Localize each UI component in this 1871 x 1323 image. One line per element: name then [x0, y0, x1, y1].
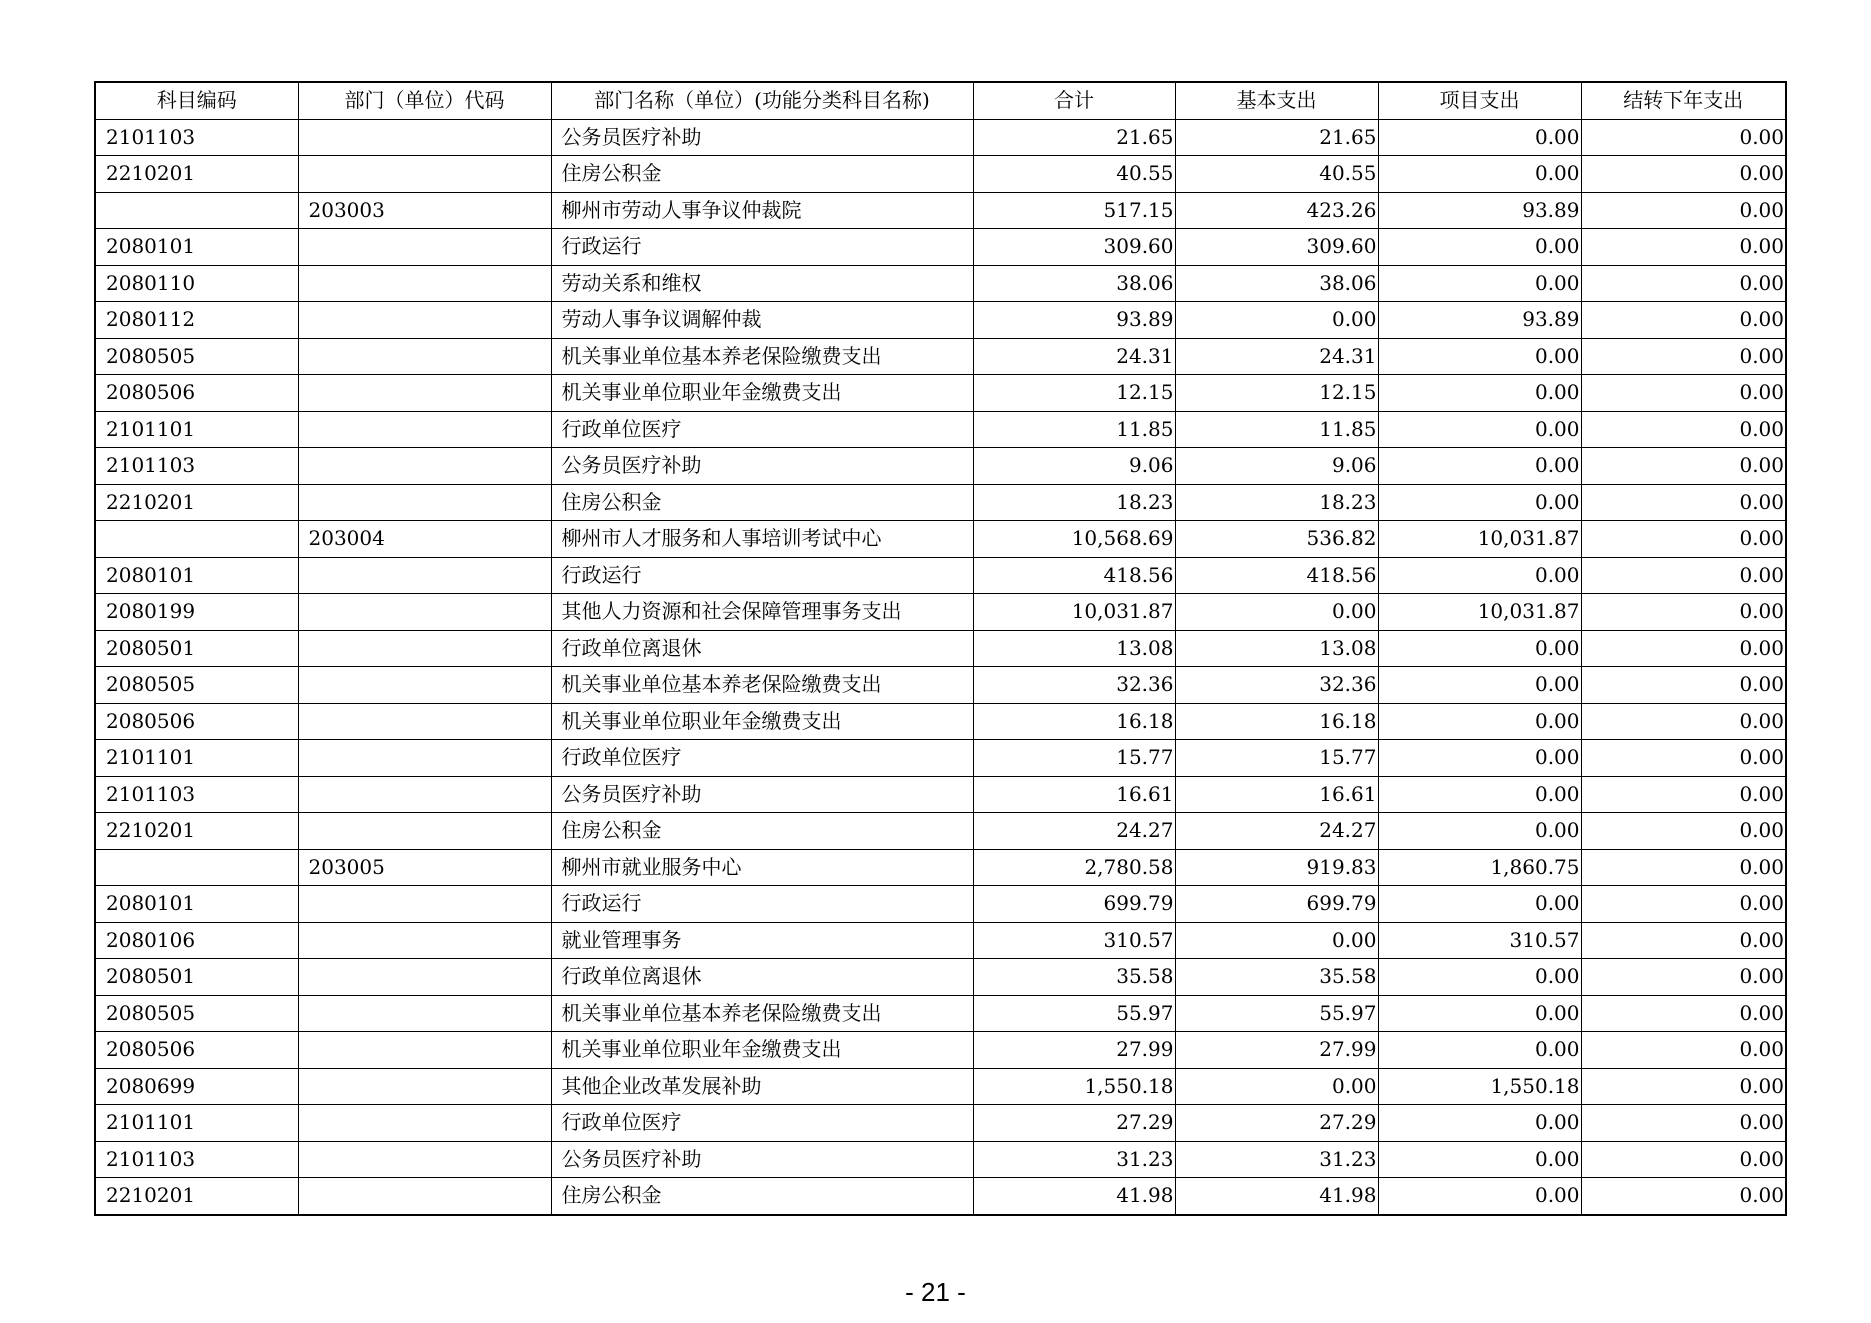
table-row: [95, 740, 1786, 777]
cell-carryover-expense: 0.00: [1581, 156, 1786, 193]
cell-subject-code: 2080101: [95, 229, 298, 266]
cell-basic-expense: 27.99: [1175, 1032, 1378, 1069]
cell-total: 18.23: [973, 484, 1175, 521]
cell-project-expense: 0.00: [1378, 1141, 1581, 1178]
cell-project-expense: 0.00: [1378, 375, 1581, 412]
cell-dept-code: [298, 338, 551, 375]
cell-total: 10,568.69: [973, 521, 1175, 558]
cell-project-expense: 0.00: [1378, 484, 1581, 521]
cell-dept-name: 机关事业单位基本养老保险缴费支出: [551, 667, 973, 704]
cell-dept-name: 行政单位医疗: [551, 1105, 973, 1142]
cell-dept-code: [298, 813, 551, 850]
cell-basic-expense: 24.31: [1175, 338, 1378, 375]
cell-dept-code: [298, 776, 551, 813]
cell-dept-code: [298, 119, 551, 156]
cell-carryover-expense: 0.00: [1581, 375, 1786, 412]
table-row: [95, 375, 1786, 412]
table-row: [95, 886, 1786, 923]
cell-carryover-expense: 0.00: [1581, 1068, 1786, 1105]
table-row: [95, 630, 1786, 667]
cell-subject-code: 2080110: [95, 265, 298, 302]
cell-basic-expense: 55.97: [1175, 995, 1378, 1032]
cell-total: 13.08: [973, 630, 1175, 667]
cell-dept-code: [298, 703, 551, 740]
table-row: [95, 959, 1786, 996]
cell-project-expense: 93.89: [1378, 302, 1581, 339]
cell-project-expense: 0.00: [1378, 1032, 1581, 1069]
cell-basic-expense: 11.85: [1175, 411, 1378, 448]
cell-dept-code: [298, 667, 551, 704]
cell-subject-code: 2210201: [95, 1178, 298, 1215]
header-total: 合计: [973, 82, 1175, 119]
cell-dept-code: [298, 1068, 551, 1105]
cell-dept-code: [298, 557, 551, 594]
table-row: [95, 411, 1786, 448]
cell-total: 41.98: [973, 1178, 1175, 1215]
cell-project-expense: 0.00: [1378, 630, 1581, 667]
cell-dept-name: 就业管理事务: [551, 922, 973, 959]
cell-subject-code: 2080101: [95, 557, 298, 594]
table-body: [95, 119, 1786, 1215]
cell-project-expense: 0.00: [1378, 338, 1581, 375]
cell-dept-name: 住房公积金: [551, 1178, 973, 1215]
cell-dept-code: [298, 156, 551, 193]
cell-total: 24.27: [973, 813, 1175, 850]
cell-basic-expense: 0.00: [1175, 594, 1378, 631]
cell-subject-code: 2210201: [95, 484, 298, 521]
cell-project-expense: 0.00: [1378, 995, 1581, 1032]
header-row: [95, 82, 1786, 119]
cell-carryover-expense: 0.00: [1581, 886, 1786, 923]
cell-total: 27.99: [973, 1032, 1175, 1069]
cell-dept-name: 住房公积金: [551, 484, 973, 521]
cell-carryover-expense: 0.00: [1581, 1105, 1786, 1142]
header-dept-name: 部门名称（单位）(功能分类科目名称): [551, 82, 973, 119]
cell-basic-expense: 35.58: [1175, 959, 1378, 996]
cell-subject-code: 2080199: [95, 594, 298, 631]
cell-carryover-expense: 0.00: [1581, 995, 1786, 1032]
cell-dept-name: 机关事业单位职业年金缴费支出: [551, 375, 973, 412]
cell-project-expense: 0.00: [1378, 886, 1581, 923]
cell-dept-code: [298, 959, 551, 996]
cell-total: 93.89: [973, 302, 1175, 339]
table-row: [95, 229, 1786, 266]
cell-basic-expense: 40.55: [1175, 156, 1378, 193]
cell-project-expense: 0.00: [1378, 667, 1581, 704]
cell-total: 12.15: [973, 375, 1175, 412]
cell-dept-name: 劳动人事争议调解仲裁: [551, 302, 973, 339]
table-row: [95, 302, 1786, 339]
cell-project-expense: 0.00: [1378, 229, 1581, 266]
table-row: [95, 1105, 1786, 1142]
table-row: [95, 667, 1786, 704]
cell-project-expense: 0.00: [1378, 1105, 1581, 1142]
cell-project-expense: 0.00: [1378, 265, 1581, 302]
header-basic-expense: 基本支出: [1175, 82, 1378, 119]
cell-project-expense: 10,031.87: [1378, 521, 1581, 558]
table-row: [95, 521, 1786, 558]
cell-total: 32.36: [973, 667, 1175, 704]
table-row: [95, 338, 1786, 375]
cell-carryover-expense: 0.00: [1581, 1178, 1786, 1215]
cell-project-expense: 0.00: [1378, 156, 1581, 193]
cell-subject-code: 2101101: [95, 740, 298, 777]
cell-subject-code: [95, 521, 298, 558]
cell-total: 1,550.18: [973, 1068, 1175, 1105]
cell-subject-code: 2080506: [95, 703, 298, 740]
cell-dept-code: [298, 448, 551, 485]
cell-total: 10,031.87: [973, 594, 1175, 631]
cell-basic-expense: 0.00: [1175, 1068, 1378, 1105]
cell-dept-name: 柳州市劳动人事争议仲裁院: [551, 192, 973, 229]
cell-dept-name: 行政单位医疗: [551, 740, 973, 777]
cell-basic-expense: 27.29: [1175, 1105, 1378, 1142]
cell-project-expense: 0.00: [1378, 119, 1581, 156]
cell-carryover-expense: 0.00: [1581, 557, 1786, 594]
cell-dept-code: 203004: [298, 521, 551, 558]
cell-subject-code: 2210201: [95, 156, 298, 193]
cell-project-expense: 0.00: [1378, 959, 1581, 996]
cell-total: 16.61: [973, 776, 1175, 813]
cell-dept-name: 公务员医疗补助: [551, 1141, 973, 1178]
cell-dept-code: [298, 484, 551, 521]
cell-subject-code: 2080699: [95, 1068, 298, 1105]
cell-carryover-expense: 0.00: [1581, 411, 1786, 448]
cell-basic-expense: 536.82: [1175, 521, 1378, 558]
cell-total: 21.65: [973, 119, 1175, 156]
cell-dept-name: 其他企业改革发展补助: [551, 1068, 973, 1105]
cell-basic-expense: 699.79: [1175, 886, 1378, 923]
cell-subject-code: [95, 192, 298, 229]
cell-subject-code: 2080501: [95, 630, 298, 667]
cell-basic-expense: 38.06: [1175, 265, 1378, 302]
cell-subject-code: 2101103: [95, 448, 298, 485]
cell-subject-code: 2101103: [95, 1141, 298, 1178]
table-row: [95, 1178, 1786, 1215]
cell-total: 517.15: [973, 192, 1175, 229]
cell-carryover-expense: 0.00: [1581, 265, 1786, 302]
cell-total: 27.29: [973, 1105, 1175, 1142]
cell-basic-expense: 423.26: [1175, 192, 1378, 229]
cell-basic-expense: 13.08: [1175, 630, 1378, 667]
cell-subject-code: 2080505: [95, 995, 298, 1032]
cell-dept-name: 其他人力资源和社会保障管理事务支出: [551, 594, 973, 631]
table-row: [95, 849, 1786, 886]
cell-carryover-expense: 0.00: [1581, 922, 1786, 959]
table-row: [95, 1032, 1786, 1069]
cell-dept-code: [298, 1032, 551, 1069]
cell-carryover-expense: 0.00: [1581, 192, 1786, 229]
cell-carryover-expense: 0.00: [1581, 667, 1786, 704]
cell-subject-code: 2080506: [95, 375, 298, 412]
cell-project-expense: 0.00: [1378, 740, 1581, 777]
cell-total: 55.97: [973, 995, 1175, 1032]
cell-subject-code: 2080505: [95, 667, 298, 704]
cell-basic-expense: 31.23: [1175, 1141, 1378, 1178]
cell-carryover-expense: 0.00: [1581, 776, 1786, 813]
cell-dept-name: 行政单位离退休: [551, 959, 973, 996]
cell-dept-name: 行政单位离退休: [551, 630, 973, 667]
cell-carryover-expense: 0.00: [1581, 302, 1786, 339]
cell-dept-name: 住房公积金: [551, 813, 973, 850]
cell-dept-code: [298, 995, 551, 1032]
cell-dept-code: [298, 302, 551, 339]
cell-carryover-expense: 0.00: [1581, 1032, 1786, 1069]
cell-project-expense: 0.00: [1378, 1178, 1581, 1215]
table-row: [95, 776, 1786, 813]
cell-subject-code: 2080101: [95, 886, 298, 923]
cell-project-expense: 310.57: [1378, 922, 1581, 959]
cell-carryover-expense: 0.00: [1581, 849, 1786, 886]
cell-dept-name: 行政单位医疗: [551, 411, 973, 448]
cell-dept-name: 住房公积金: [551, 156, 973, 193]
header-project-expense: 项目支出: [1378, 82, 1581, 119]
cell-basic-expense: 32.36: [1175, 667, 1378, 704]
table-row: [95, 995, 1786, 1032]
cell-dept-name: 柳州市就业服务中心: [551, 849, 973, 886]
cell-dept-code: [298, 740, 551, 777]
cell-carryover-expense: 0.00: [1581, 1141, 1786, 1178]
cell-basic-expense: 41.98: [1175, 1178, 1378, 1215]
cell-dept-name: 行政运行: [551, 557, 973, 594]
cell-project-expense: 0.00: [1378, 776, 1581, 813]
cell-dept-code: [298, 265, 551, 302]
cell-basic-expense: 418.56: [1175, 557, 1378, 594]
table-row: [95, 813, 1786, 850]
cell-project-expense: 0.00: [1378, 703, 1581, 740]
cell-dept-name: 机关事业单位基本养老保险缴费支出: [551, 338, 973, 375]
cell-dept-name: 公务员医疗补助: [551, 448, 973, 485]
cell-subject-code: 2101103: [95, 776, 298, 813]
table-row: [95, 484, 1786, 521]
cell-dept-code: [298, 594, 551, 631]
table-row: [95, 1068, 1786, 1105]
table-row: [95, 448, 1786, 485]
cell-basic-expense: 919.83: [1175, 849, 1378, 886]
page-number: - 21 -: [905, 1277, 966, 1307]
cell-basic-expense: 24.27: [1175, 813, 1378, 850]
cell-basic-expense: 21.65: [1175, 119, 1378, 156]
table-row: [95, 265, 1786, 302]
cell-basic-expense: 0.00: [1175, 922, 1378, 959]
table-row: [95, 156, 1786, 193]
cell-total: 24.31: [973, 338, 1175, 375]
cell-dept-name: 机关事业单位职业年金缴费支出: [551, 703, 973, 740]
cell-dept-name: 柳州市人才服务和人事培训考试中心: [551, 521, 973, 558]
cell-dept-name: 机关事业单位基本养老保险缴费支出: [551, 995, 973, 1032]
header-carryover-expense: 结转下年支出: [1581, 82, 1786, 119]
cell-basic-expense: 9.06: [1175, 448, 1378, 485]
cell-dept-name: 劳动关系和维权: [551, 265, 973, 302]
cell-project-expense: 93.89: [1378, 192, 1581, 229]
cell-dept-name: 公务员医疗补助: [551, 119, 973, 156]
table-row: [95, 557, 1786, 594]
cell-dept-code: 203003: [298, 192, 551, 229]
cell-total: 9.06: [973, 448, 1175, 485]
cell-subject-code: 2080505: [95, 338, 298, 375]
cell-carryover-expense: 0.00: [1581, 813, 1786, 850]
cell-total: 309.60: [973, 229, 1175, 266]
cell-carryover-expense: 0.00: [1581, 119, 1786, 156]
cell-subject-code: 2101103: [95, 119, 298, 156]
header-dept-code: 部门（单位）代码: [298, 82, 551, 119]
table-row: [95, 703, 1786, 740]
cell-total: 31.23: [973, 1141, 1175, 1178]
cell-total: 2,780.58: [973, 849, 1175, 886]
cell-total: 11.85: [973, 411, 1175, 448]
header-subject-code: 科目编码: [95, 82, 298, 119]
cell-total: 15.77: [973, 740, 1175, 777]
cell-dept-name: 行政运行: [551, 229, 973, 266]
cell-total: 310.57: [973, 922, 1175, 959]
cell-carryover-expense: 0.00: [1581, 959, 1786, 996]
cell-total: 699.79: [973, 886, 1175, 923]
cell-carryover-expense: 0.00: [1581, 594, 1786, 631]
cell-carryover-expense: 0.00: [1581, 338, 1786, 375]
table-row: [95, 594, 1786, 631]
cell-project-expense: 0.00: [1378, 557, 1581, 594]
cell-dept-code: [298, 411, 551, 448]
cell-dept-code: [298, 1105, 551, 1142]
cell-carryover-expense: 0.00: [1581, 448, 1786, 485]
cell-project-expense: 0.00: [1378, 813, 1581, 850]
table-row: [95, 119, 1786, 156]
cell-total: 35.58: [973, 959, 1175, 996]
cell-dept-name: 机关事业单位职业年金缴费支出: [551, 1032, 973, 1069]
cell-project-expense: 1,550.18: [1378, 1068, 1581, 1105]
cell-dept-code: [298, 630, 551, 667]
table-row: [95, 192, 1786, 229]
cell-subject-code: [95, 849, 298, 886]
cell-subject-code: 2080506: [95, 1032, 298, 1069]
cell-basic-expense: 18.23: [1175, 484, 1378, 521]
cell-project-expense: 0.00: [1378, 448, 1581, 485]
cell-basic-expense: 16.61: [1175, 776, 1378, 813]
table-row: [95, 1141, 1786, 1178]
cell-basic-expense: 16.18: [1175, 703, 1378, 740]
cell-carryover-expense: 0.00: [1581, 740, 1786, 777]
cell-dept-code: [298, 886, 551, 923]
cell-dept-code: [298, 1178, 551, 1215]
cell-carryover-expense: 0.00: [1581, 630, 1786, 667]
cell-carryover-expense: 0.00: [1581, 484, 1786, 521]
cell-total: 16.18: [973, 703, 1175, 740]
cell-total: 38.06: [973, 265, 1175, 302]
table-row: [95, 922, 1786, 959]
cell-project-expense: 1,860.75: [1378, 849, 1581, 886]
cell-dept-code: [298, 922, 551, 959]
cell-dept-code: [298, 375, 551, 412]
cell-subject-code: 2080501: [95, 959, 298, 996]
cell-basic-expense: 15.77: [1175, 740, 1378, 777]
cell-subject-code: 2101101: [95, 1105, 298, 1142]
cell-basic-expense: 309.60: [1175, 229, 1378, 266]
cell-carryover-expense: 0.00: [1581, 521, 1786, 558]
cell-dept-name: 行政运行: [551, 886, 973, 923]
cell-total: 418.56: [973, 557, 1175, 594]
cell-basic-expense: 12.15: [1175, 375, 1378, 412]
cell-basic-expense: 0.00: [1175, 302, 1378, 339]
cell-subject-code: 2080106: [95, 922, 298, 959]
cell-project-expense: 10,031.87: [1378, 594, 1581, 631]
cell-carryover-expense: 0.00: [1581, 229, 1786, 266]
cell-project-expense: 0.00: [1378, 411, 1581, 448]
cell-dept-code: 203005: [298, 849, 551, 886]
cell-dept-name: 公务员医疗补助: [551, 776, 973, 813]
cell-subject-code: 2080112: [95, 302, 298, 339]
cell-subject-code: 2210201: [95, 813, 298, 850]
cell-dept-code: [298, 229, 551, 266]
table-header: [95, 82, 1786, 119]
cell-carryover-expense: 0.00: [1581, 703, 1786, 740]
budget-table: [94, 81, 1787, 1216]
cell-total: 40.55: [973, 156, 1175, 193]
cell-dept-code: [298, 1141, 551, 1178]
cell-subject-code: 2101101: [95, 411, 298, 448]
